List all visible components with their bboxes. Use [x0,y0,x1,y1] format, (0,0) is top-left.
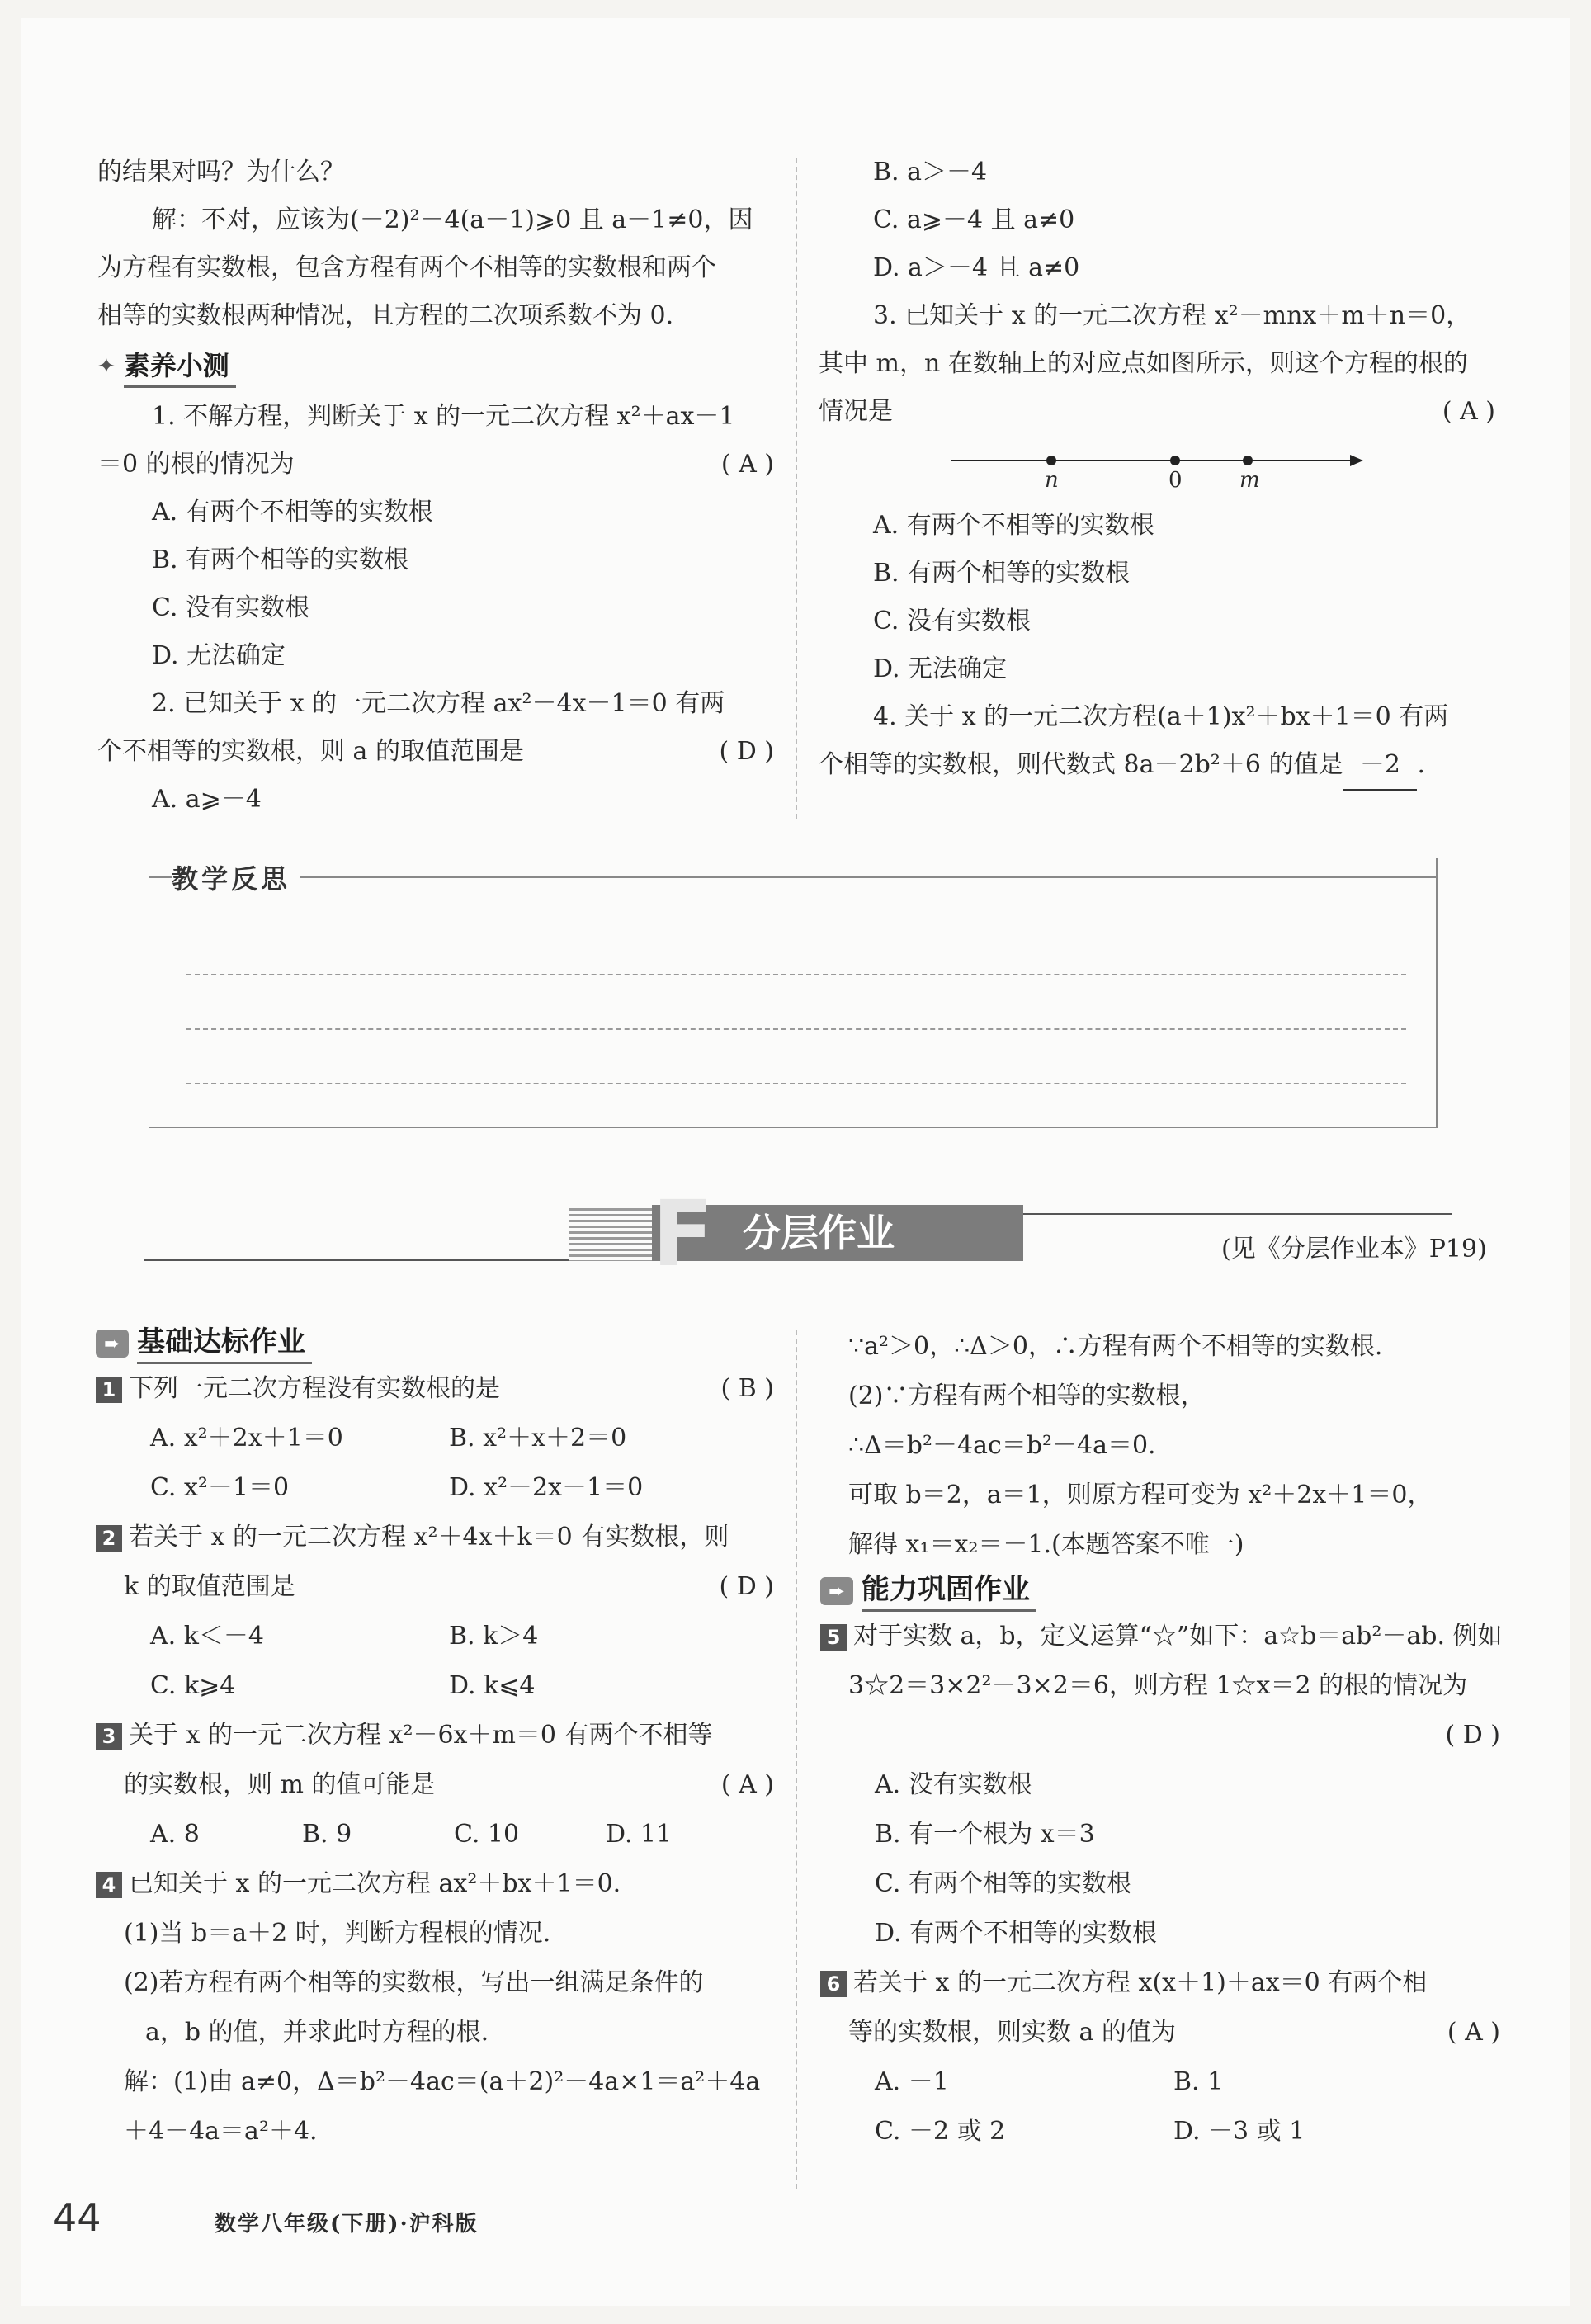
label-n: n [1045,468,1059,493]
solution-line: 为方程有实数根，包含方程有两个不相等的实数根和两个 [97,253,716,282]
arrow-icon: ➨ [96,1330,129,1358]
option-a: A. －1 [875,2067,949,2096]
option-b: B. k＞4 [449,1622,539,1651]
dashed-line [186,1083,1406,1084]
question-3: 3 关于 x 的一元二次方程 x²－6x＋m＝0 有两个不相等 [96,1711,774,1760]
answer: ( A ) [720,450,774,479]
option-c: C. k⩾4 [150,1671,236,1700]
question-2: 个不相等的实数根，则 a 的取值范围是 ( D ) [97,728,774,776]
solution-line: 解：不对，应该为(－2)²－4(a－1)⩾0 且 a－1≠0，因 [152,205,753,234]
answer: ( D ) [719,1572,774,1601]
question-1: ＝0 的根的情况为 ( A ) [97,441,774,489]
option-a: A. 没有实数根 [875,1770,1032,1799]
option-b: B. 有两个相等的实数根 [873,559,1131,588]
section-header-suyang: ✦ 素养小测 [97,340,774,393]
answer: ( D ) [719,737,774,766]
question-3: 3. 已知关于 x 的一元二次方程 x²－mnx＋m＋n＝0， [873,301,1471,330]
label-zero: 0 [1168,468,1183,493]
option-b: B. 1 [1173,2067,1224,2096]
page-number: 44 [53,2195,102,2240]
option-b: B. x²＋x＋2＝0 [449,1424,627,1452]
question-3: 其中 m，n 在数轴上的对应点如图所示，则这个方程的根的 [819,349,1468,378]
options-row [96,1414,774,1463]
options-row [96,1810,774,1859]
options-row [96,1661,774,1711]
option-a: A. 有两个不相等的实数根 [152,498,433,527]
section-header-ability: ➨ 能力巩固作业 [820,1570,1500,1612]
reflection-top-line [149,876,1436,878]
solution-line: 可取 b＝2，a＝1，则原方程可变为 x²＋2x＋1＝0， [848,1481,1433,1509]
arrow-icon: ➨ [820,1577,853,1605]
option-d: D. 有两个不相等的实数根 [875,1919,1158,1948]
option-b: B. 有两个相等的实数根 [152,546,409,574]
question-4-part1: (1)当 b＝a＋2 时，判断方程根的情况. [124,1919,551,1948]
option-a: A. k＜－4 [150,1622,265,1651]
answer: ( B ) [720,1374,774,1403]
dashed-line [186,1028,1406,1030]
top-left-column [97,149,774,824]
options-row [820,2057,1500,2107]
column-divider [796,1330,797,2189]
banner-letter: F [652,1181,715,1287]
option-a: A. x²＋2x＋1＝0 [150,1424,343,1452]
options-row [96,1463,774,1513]
question-1: 1. 不解方程，判断关于 x 的一元二次方程 x²＋ax－1 [152,402,735,431]
column-divider [796,158,797,819]
option-c: C. a⩾－4 且 a≠0 [873,205,1075,234]
option-c: C. 没有实数根 [873,607,1031,635]
question-4: 4. 关于 x 的一元二次方程(a＋1)x²＋bx＋1＝0 有两 [873,702,1449,731]
question-2: k 的取值范围是 ( D ) [96,1562,774,1612]
question-6: 6 若关于 x 的一元二次方程 x(x＋1)＋ax＝0 有两个相 [820,1958,1500,2008]
option-c: C. －2 或 2 [875,2117,1006,2146]
section-header-basic: ➨ 基础达标作业 [96,1322,774,1364]
reflection-title: 教学反思 [172,858,300,896]
option-b: B. 9 [302,1820,352,1849]
question-2: 2 若关于 x 的一元二次方程 x²＋4x＋k＝0 有实数根，则 [96,1513,774,1562]
solution-line: ∴Δ＝b²－4ac＝b²－4a＝0. [848,1431,1156,1460]
number-line [819,436,1495,502]
arrow-icon [1350,455,1363,466]
option-a: A. 有两个不相等的实数根 [873,511,1154,540]
option-d: D. 无法确定 [873,654,1008,683]
question-5 [820,1711,1500,1760]
bottom-left-column [96,1322,774,2156]
banner-reference: (见《分层作业本》P19) [1221,1235,1487,1264]
question-5: 3☆2＝3×2²－3×2＝6，则方程 1☆x＝2 的根的情况为 [848,1671,1468,1700]
option-d: D. －3 或 1 [1173,2117,1305,2146]
options-row [96,1612,774,1661]
question-4-part2: a，b 的值，并求此时方程的根. [145,2018,489,2047]
option-b: B. a＞－4 [873,158,988,187]
option-b: B. 有一个根为 x＝3 [875,1820,1095,1849]
solution-line: 解得 x₁＝x₂＝－1.(本题答案不唯一) [848,1530,1244,1559]
option-a: A. a⩾－4 [152,785,262,814]
question-4-part2: (2)若方程有两个相等的实数根，写出一组满足条件的 [124,1968,704,1997]
solution-line: 解：(1)由 a≠0，Δ＝b²－4ac＝(a＋2)²－4a×1＝a²＋4a [124,2067,761,2096]
dashed-line [186,974,1406,975]
banner-stripes [569,1205,652,1261]
question-5: 5 对于实数 a，b，定义运算“☆”如下：a☆b＝ab²－ab. 例如 [820,1612,1500,1661]
solution-line: 相等的实数根两种情况，且方程的二次项系数不为 0. [97,301,674,330]
homework-banner [569,1181,1023,1287]
answer-blank: －2 [1343,741,1417,791]
solution-line: ＋4－4a＝a²＋4. [124,2117,318,2146]
answer: ( A ) [1447,2018,1500,2047]
option-c: C. 10 [454,1820,520,1849]
options-row [820,2107,1500,2156]
answer: ( A ) [1442,397,1495,426]
option-d: D. x²－2x－1＝0 [449,1473,644,1502]
label-m: m [1239,468,1260,493]
question-4: 4 已知关于 x 的一元二次方程 ax²＋bx＋1＝0. [96,1859,774,1909]
bottom-right-column [820,1322,1503,2156]
banner-title: 分层作业 [743,1211,895,1255]
question-4: 个相等的实数根，则代数式 8a－2b²＋6 的值是 －2 . [819,741,1495,791]
answer: ( D ) [1445,1721,1500,1750]
reflection-box [149,858,1438,1128]
number-line-svg [819,436,1495,502]
question-2: 2. 已知关于 x 的一元二次方程 ax²－4x－1＝0 有两 [152,689,725,718]
option-c: C. x²－1＝0 [150,1473,290,1502]
question-1: 1 下列一元二次方程没有实数根的是 ( B ) [96,1364,774,1414]
banner-line-left [144,1259,569,1261]
question-6: 等的实数根，则实数 a 的值为 ( A ) [820,2008,1500,2057]
solution-line: (2)∵方程有两个相等的实数根， [848,1382,1206,1410]
option-d: D. 11 [606,1820,673,1849]
option-a: A. 8 [150,1820,200,1849]
option-d: D. k⩽4 [449,1671,536,1700]
question-3: 情况是 ( A ) [819,388,1495,436]
book-title: 数学八年级(下册)·沪科版 [215,2212,479,2237]
question-tail: 的结果对吗？为什么？ [97,158,345,187]
diamond-icon: ✦ [97,354,116,379]
banner-line-right [1023,1213,1452,1215]
answer: ( A ) [720,1770,774,1799]
solution-line: ∵a²＞0，∴Δ＞0，∴方程有两个不相等的实数根. [848,1332,1383,1361]
question-3: 的实数根，则 m 的值可能是 ( A ) [96,1760,774,1810]
option-c: C. 有两个相等的实数根 [875,1869,1131,1898]
option-c: C. 没有实数根 [152,593,309,622]
top-right-column [819,149,1495,791]
option-d: D. a＞－4 且 a≠0 [873,253,1080,282]
option-d: D. 无法确定 [152,641,286,670]
